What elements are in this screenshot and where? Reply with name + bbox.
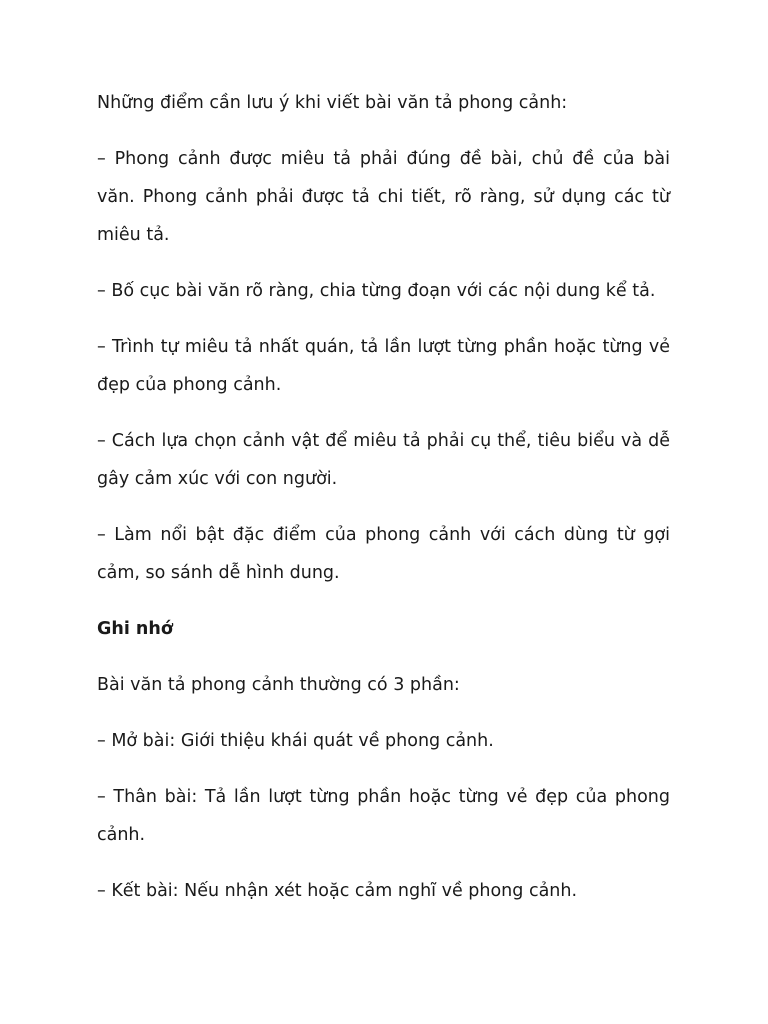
list-item: – Thân bài: Tả lần lượt từng phần hoặc từng vẻ đẹp của phong cảnh. xyxy=(97,787,670,845)
list-item: – Kết bài: Nếu nhận xét hoặc cảm nghĩ về phong cảnh. xyxy=(97,881,578,901)
list-item: – Bố cục bài văn rõ ràng, chia từng đoạn với các nội dung kể tả. xyxy=(97,281,656,301)
summary-intro: Bài văn tả phong cảnh thường có 3 phần: xyxy=(97,675,460,695)
list-item: – Làm nổi bật đặc điểm của phong cảnh với cách dùng từ gợi cảm, so sánh dễ hình dung. xyxy=(97,525,670,583)
intro-paragraph: Những điểm cần lưu ý khi viết bài văn tả phong cảnh: xyxy=(97,93,568,113)
list-item: – Mở bài: Giới thiệu khái quát về phong cảnh. xyxy=(97,731,494,751)
list-item: – Cách lựa chọn cảnh vật để miêu tả phải cụ thể, tiêu biểu và dễ gây cảm xúc với con người. xyxy=(97,431,670,489)
list-item: – Trình tự miêu tả nhất quán, tả lần lượt từng phần hoặc từng vẻ đẹp của phong cảnh. xyxy=(97,337,670,395)
list-item: – Phong cảnh được miêu tả phải đúng đề bài, chủ đề của bài văn. Phong cảnh phải được tả chi tiết, rõ ràng, sử dụng các từ miêu tả. xyxy=(97,149,670,245)
section-heading: Ghi nhớ xyxy=(97,619,173,639)
document-body xyxy=(97,84,670,928)
